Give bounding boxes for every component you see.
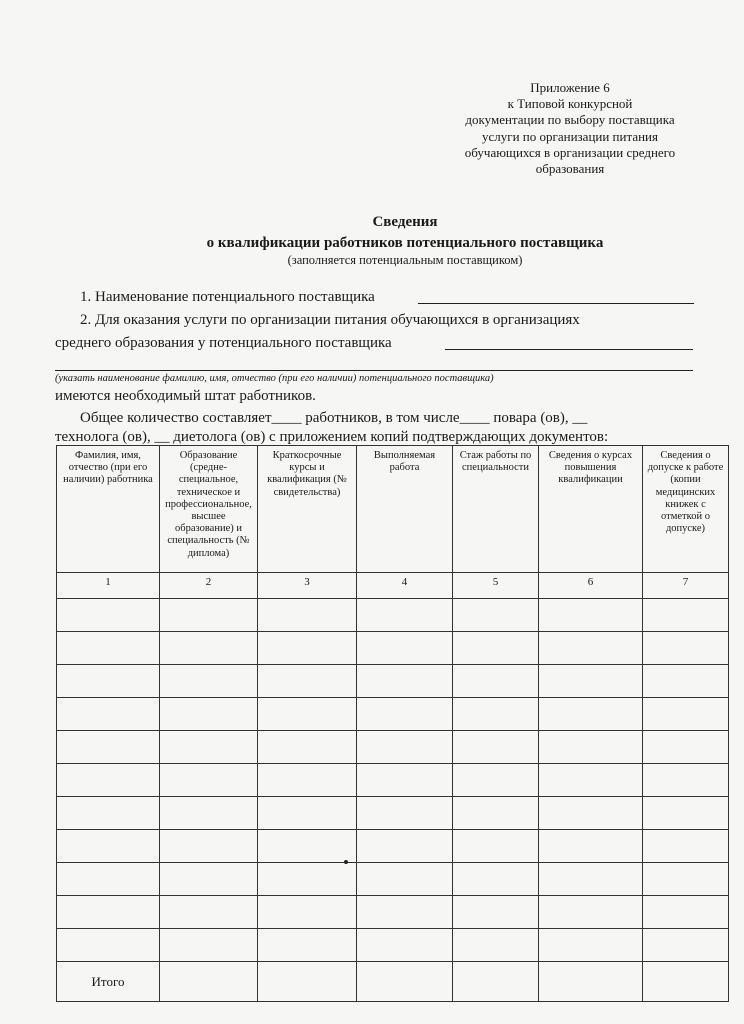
paragraph-2c: имеются необходимый штат работников.	[55, 388, 316, 404]
title-main: Сведения	[372, 214, 438, 230]
table-cell[interactable]	[160, 632, 258, 665]
table-row	[57, 863, 729, 896]
table-cell[interactable]	[453, 830, 539, 863]
table-cell[interactable]	[357, 962, 453, 1002]
table-cell[interactable]	[539, 962, 643, 1002]
table-cell[interactable]	[453, 764, 539, 797]
table-cell[interactable]	[57, 731, 160, 764]
bleed-through-text	[70, 62, 73, 77]
table-cell[interactable]	[643, 599, 729, 632]
table-cell[interactable]	[160, 731, 258, 764]
ink-dot	[344, 860, 348, 864]
table-cell[interactable]	[357, 896, 453, 929]
table-cell[interactable]	[453, 698, 539, 731]
table-cell[interactable]	[453, 863, 539, 896]
table-row	[57, 830, 729, 863]
appendix-header	[440, 80, 700, 177]
appendix-line: Приложение 6	[530, 80, 610, 95]
table-row	[57, 632, 729, 665]
table-cell[interactable]	[160, 896, 258, 929]
table-cell[interactable]	[57, 863, 160, 896]
table-cell[interactable]	[539, 896, 643, 929]
table-cell[interactable]	[643, 764, 729, 797]
table-cell[interactable]	[453, 929, 539, 962]
table-row	[57, 929, 729, 962]
table-cell[interactable]	[453, 599, 539, 632]
table-cell[interactable]	[643, 797, 729, 830]
appendix-line: к Типовой конкурсной	[507, 96, 633, 112]
supplier-line[interactable]	[445, 349, 693, 350]
table-cell[interactable]	[160, 929, 258, 962]
table-row	[57, 896, 729, 929]
table-cell[interactable]	[357, 731, 453, 764]
table-cell[interactable]	[160, 665, 258, 698]
col-number: 2	[160, 573, 258, 599]
table-cell[interactable]	[453, 896, 539, 929]
table-cell[interactable]	[258, 599, 357, 632]
col-number: 3	[258, 573, 357, 599]
table-cell[interactable]	[643, 863, 729, 896]
table-cell[interactable]	[57, 632, 160, 665]
col-header-education: Образование (средне-специальное, техническое и профессиональное, высшее образование) и специальность (№ диплома)	[160, 446, 258, 573]
staff-table	[56, 445, 728, 1002]
table-cell[interactable]	[643, 962, 729, 1002]
table-cell[interactable]	[160, 599, 258, 632]
table-cell[interactable]	[258, 863, 357, 896]
col-header-work: Выполняемая работа	[357, 446, 453, 573]
table-cell[interactable]	[453, 797, 539, 830]
table-cell[interactable]	[643, 929, 729, 962]
table-header-row	[57, 446, 729, 573]
table-cell[interactable]	[453, 731, 539, 764]
col-number: 4	[357, 573, 453, 599]
table-cell[interactable]	[57, 665, 160, 698]
table-cell[interactable]	[643, 830, 729, 863]
table-cell[interactable]	[357, 665, 453, 698]
table-cell[interactable]	[453, 665, 539, 698]
table-cell[interactable]	[160, 698, 258, 731]
appendix-line: документации по выбору поставщика	[465, 112, 675, 128]
paragraph-2a: 2. Для оказания услуги по организации питания обучающихся в организациях	[80, 312, 580, 328]
table-cell[interactable]	[57, 797, 160, 830]
table-cell[interactable]	[643, 665, 729, 698]
table-cell[interactable]	[453, 962, 539, 1002]
table-cell[interactable]	[258, 665, 357, 698]
table-cell[interactable]	[258, 764, 357, 797]
table-cell[interactable]	[57, 929, 160, 962]
table-cell[interactable]	[643, 632, 729, 665]
title-sub: о квалификации работников потенциального поставщика	[206, 235, 604, 251]
table-row	[57, 797, 729, 830]
table-cell[interactable]	[539, 764, 643, 797]
col-number: 1	[57, 573, 160, 599]
table-cell[interactable]	[539, 665, 643, 698]
appendix-line: услуги по организации питания	[482, 128, 658, 144]
table-cell[interactable]	[357, 632, 453, 665]
table-cell[interactable]	[258, 698, 357, 731]
table-cell[interactable]	[643, 731, 729, 764]
document-title	[60, 213, 744, 268]
table-cell[interactable]	[160, 863, 258, 896]
table-cell[interactable]	[258, 929, 357, 962]
appendix-line: образования	[535, 161, 605, 177]
table-cell[interactable]	[258, 830, 357, 863]
table-cell[interactable]	[57, 896, 160, 929]
table-cell[interactable]	[258, 797, 357, 830]
table-cell[interactable]	[539, 830, 643, 863]
appendix-line: обучающихся в организации среднего	[464, 144, 676, 160]
paragraph-3b: технолога (ов), __ диетолога (ов) с приложением копий подтверждающих документов:	[55, 429, 609, 445]
table-cell[interactable]	[57, 764, 160, 797]
table-cell[interactable]	[357, 764, 453, 797]
supplier-fullname-line[interactable]	[55, 370, 693, 371]
table-cell[interactable]	[643, 698, 729, 731]
title-note: (заполняется потенциальным поставщиком)	[287, 253, 523, 267]
col-number: 6	[539, 573, 643, 599]
table-cell[interactable]	[539, 632, 643, 665]
paragraph-1: 1. Наименование потенциального поставщика	[80, 289, 375, 305]
table-cell[interactable]	[258, 896, 357, 929]
table-cell[interactable]	[539, 929, 643, 962]
table-row	[57, 698, 729, 731]
table-cell[interactable]	[357, 929, 453, 962]
total-row	[57, 962, 729, 1002]
col-number: 7	[643, 573, 729, 599]
table-cell[interactable]	[160, 764, 258, 797]
table-cell[interactable]	[357, 863, 453, 896]
table-cell[interactable]	[57, 599, 160, 632]
table-cell[interactable]	[57, 830, 160, 863]
col-number: 5	[453, 573, 539, 599]
col-header-admission: Сведения о допуске к работе (копии медицинских книжек с отметкой о допуске)	[643, 446, 729, 573]
table-cell[interactable]	[453, 632, 539, 665]
table-cell[interactable]	[357, 830, 453, 863]
col-header-training: Сведения о курсах повышения квалификации	[539, 446, 643, 573]
table-row	[57, 599, 729, 632]
table-cell[interactable]	[539, 599, 643, 632]
total-label: Итого	[57, 962, 160, 1002]
table-row	[57, 665, 729, 698]
table-cell[interactable]	[258, 962, 357, 1002]
col-header-experience: Стаж работы по специальности	[453, 446, 539, 573]
table-cell[interactable]	[539, 698, 643, 731]
table-row	[57, 731, 729, 764]
table-cell[interactable]	[258, 632, 357, 665]
col-header-name: Фамилия, имя, отчество (при его наличии) работника	[57, 446, 160, 573]
table-cell[interactable]	[258, 731, 357, 764]
table-cell[interactable]	[539, 797, 643, 830]
supplier-name-line[interactable]	[418, 303, 694, 304]
column-number-row	[57, 573, 729, 599]
table-cell[interactable]	[160, 962, 258, 1002]
table-cell[interactable]	[357, 797, 453, 830]
col-header-courses: Краткосрочные курсы и квалификация (№ свидетельства)	[258, 446, 357, 573]
table-cell[interactable]	[160, 797, 258, 830]
paragraph-2b: среднего образования у потенциального поставщика	[55, 335, 392, 351]
table-cell[interactable]	[357, 599, 453, 632]
paragraph-3a: Общее количество составляет____ работников, в том числе____ повара (ов), __	[80, 410, 588, 426]
hint-text: (указать наименование фамилию, имя, отчество (при его наличии) потенциального поставщика)	[55, 373, 494, 384]
table-cell[interactable]	[643, 896, 729, 929]
table-cell[interactable]	[160, 830, 258, 863]
table-cell[interactable]	[57, 698, 160, 731]
table-cell[interactable]	[357, 698, 453, 731]
table-cell[interactable]	[539, 863, 643, 896]
table-row	[57, 764, 729, 797]
table-cell[interactable]	[539, 731, 643, 764]
